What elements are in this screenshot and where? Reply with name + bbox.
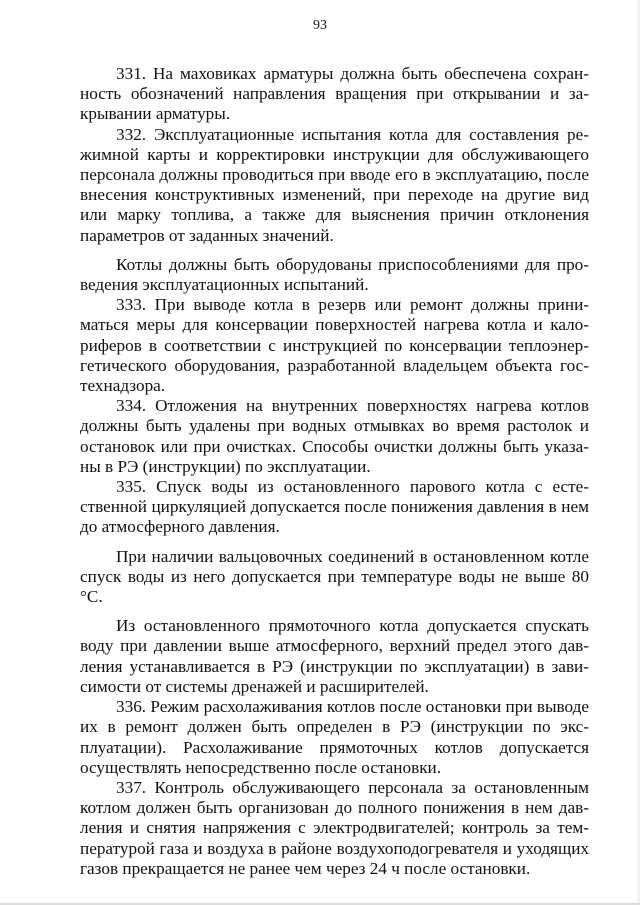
paragraph-332: 332. Эксплуатационные испытания котла для составления режимной карты и корректировки инструкции для обслуживающего персонала должны проводиться при вводе его в эксплуатацию, после внесения конструктивных изменений, при переходе на другие вид или марку топлива, а также для выяснения причин отклонения параметров от заданных значений. [80, 124, 589, 245]
paragraph-331: 331. На маховиках арматуры должна быть обеспечена сохранность обозначений направления вращения при открывании и закрывании арматуры. [80, 64, 589, 124]
paragraph-rolled-joints: При наличии вальцовочных соединений в остановленном котле спуск воды из него допускается при температуре воды не выше 80 °С. [80, 546, 589, 607]
document-body [80, 64, 589, 879]
paragraph-once-through-drain: Из остановленного прямоточного котла допускается спускать воду при давлении выше атмосферного, верхний предел этого давления устанавливается в РЭ (инструкции по эксплуатации) в зависимости от системы дренажей и расширителей. [80, 616, 589, 696]
page-number: 93 [313, 18, 327, 33]
paragraph-boilers-equipment: Котлы должны быть оборудованы приспособлениями для проведения эксплуатационных испытаний. [80, 254, 589, 295]
paragraph-334: 334. Отложения на внутренних поверхностях нагрева котлов должны быть удалены при водных отмывках во время растолок и остановок или при очистках. Способы очистки должны быть указаны в РЭ (инструкции) по эксплуатации. [80, 396, 589, 476]
paragraph-337: 337. Контроль обслуживающего персонала за остановленным котлом должен быть организован до полного понижения в нем давления и снятия напряжения с электродвигателей; контроль за температурой газа и воздуха в районе воздухоподогревателя и уходящих газов прекращается не ранее чем через 24 ч после остановки. [80, 777, 589, 878]
page-edge-shadow [636, 0, 640, 905]
paragraph-333: 333. При выводе котла в резерв или ремонт должны приниматься меры для консервации поверхностей нагрева котла и калориферов в соответствии с инструкцией по консервации теплоэнергетического оборудования, разработанной владельцем объекта гостехнадзора. [80, 295, 589, 396]
paragraph-336: 336. Режим расхолаживания котлов после остановки при выводе их в ремонт должен быть определен в РЭ (инструкции по эксплуатации). Расхолаживание прямоточных котлов допускается осуществлять непосредственно после остановки. [80, 697, 589, 777]
paragraph-335: 335. Спуск воды из остановленного парового котла с естественной циркуляцией допускается после понижения давления в нем до атмосферного давления. [80, 477, 589, 537]
